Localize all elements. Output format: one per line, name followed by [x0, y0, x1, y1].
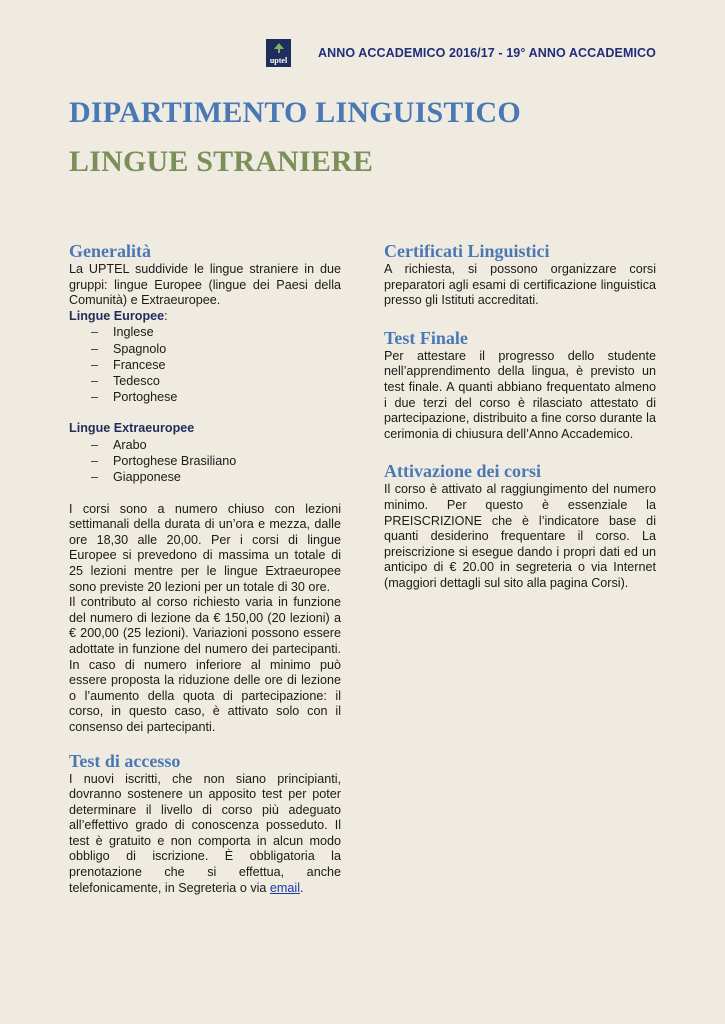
spacer: [69, 486, 341, 502]
spacer: [69, 736, 341, 750]
test-accesso-paragraph: I nuovi iscritti, che non siano principianti, dovranno sostenere un apposito test per poter determinare il livello di corso più adeguato all’effettivo grado di conoscenza posseduto. Il test è gratuito e non comporta in alcun modo obbligo di iscrizione. È obbligatoria la prenotazione che si effettua, anche telefonicamente, in Segreteria o via email.: [69, 771, 341, 895]
page-header: [266, 38, 656, 68]
spacer: [69, 405, 341, 421]
list-item: – Tedesco: [91, 373, 341, 389]
list-item: – Portoghese Brasiliano: [91, 453, 341, 469]
list-item: – Portoghese: [91, 389, 341, 405]
certificati-heading: Certificati Linguistici: [384, 241, 550, 261]
list-item: – Arabo: [91, 437, 341, 453]
contributo-paragraph: Il contributo al corso richiesto varia in funzione del numero di lezione da € 150,00 (20 lezioni) a € 200,00 (25 lezioni). Variazioni possono essere adottate in funzione del numero dei partecipanti. In caso di numero inferiore al minimo può essere proposta la riduzione delle ore di lezione o l’aumento della quota di partecipazione: il corso, in questo caso, è attivato solo con il consenso dei partecipanti.: [69, 595, 341, 734]
lingue-extraeuropee-label: Lingue Extraeuropee: [69, 421, 195, 436]
spacer: [384, 309, 656, 327]
right-column: [384, 240, 656, 592]
academic-year-title: ANNO ACCADEMICO 2016/17 - 19° ANNO ACCADEMICO: [317, 46, 656, 60]
lingue-europee-list: [69, 324, 341, 405]
spacer: [384, 442, 656, 460]
logo-text: uptel: [269, 56, 288, 65]
generalita-intro: La UPTEL suddivide le lingue straniere in due gruppi: lingue Europee (lingue dei Paesi della Comunità) e Extraeuropee.: [69, 262, 341, 308]
uptel-logo: [266, 39, 291, 67]
list-item: – Spagnolo: [91, 341, 341, 357]
test-finale-paragraph: Per attestare il progresso dello studente nell’apprendimento della lingua, è previsto un test finale. A quanti abbiano frequentato almeno i due terzi del corso è rilasciato attestato di partecipazione, distribuito a fine corso durante la cerimonia di chiusura dell’Anno Accademico.: [384, 348, 656, 441]
list-item: – Francese: [91, 357, 341, 373]
test-finale-heading: Test Finale: [384, 327, 468, 348]
attivazione-paragraph: Il corso è attivato al raggiungimento del numero minimo. Per questo è essenziale la PREISCRIZIONE che è l’indicatore base di quanti desiderino frequentare il corso. La preiscrizione si esegue dando i propri dati ed un anticipo di € 20.00 in segreteria o via Internet (maggiori dettagli sul sito alla pagina Corsi).: [384, 482, 656, 590]
list-item: – Inglese: [91, 324, 341, 340]
attivazione-heading: Attivazione dei corsi: [384, 461, 541, 482]
list-item: – Giapponese: [91, 469, 341, 485]
certificati-paragraph: A richiesta, si possono organizzare corsi preparatori agli esami di certificazione linguistica presso gli Istituti accreditati.: [384, 262, 656, 308]
test-accesso-heading: Test di accesso: [69, 750, 181, 771]
lingue-europee-label: Lingue Europee:: [69, 308, 168, 323]
corsi-paragraph: I corsi sono a numero chiuso con lezioni settimanali della durata di un’ora e mezza, dalle ore 18,30 alle 20,00. Per i corsi di lingue Europee si prevedono di massima un totale di 25 lezioni mentre per le lingue Extraeuropee sono previste 20 lezioni per un totale di 30 ore.: [69, 501, 341, 594]
lingue-extraeuropee-list: [69, 437, 341, 486]
tree-icon: [273, 43, 285, 53]
left-column: [69, 240, 341, 896]
section-subtitle: LINGUE STRANIERE: [69, 145, 374, 178]
email-link[interactable]: email: [269, 880, 301, 895]
department-title: DIPARTIMENTO LINGUISTICO: [69, 96, 521, 129]
generalita-heading: Generalità: [69, 241, 151, 261]
